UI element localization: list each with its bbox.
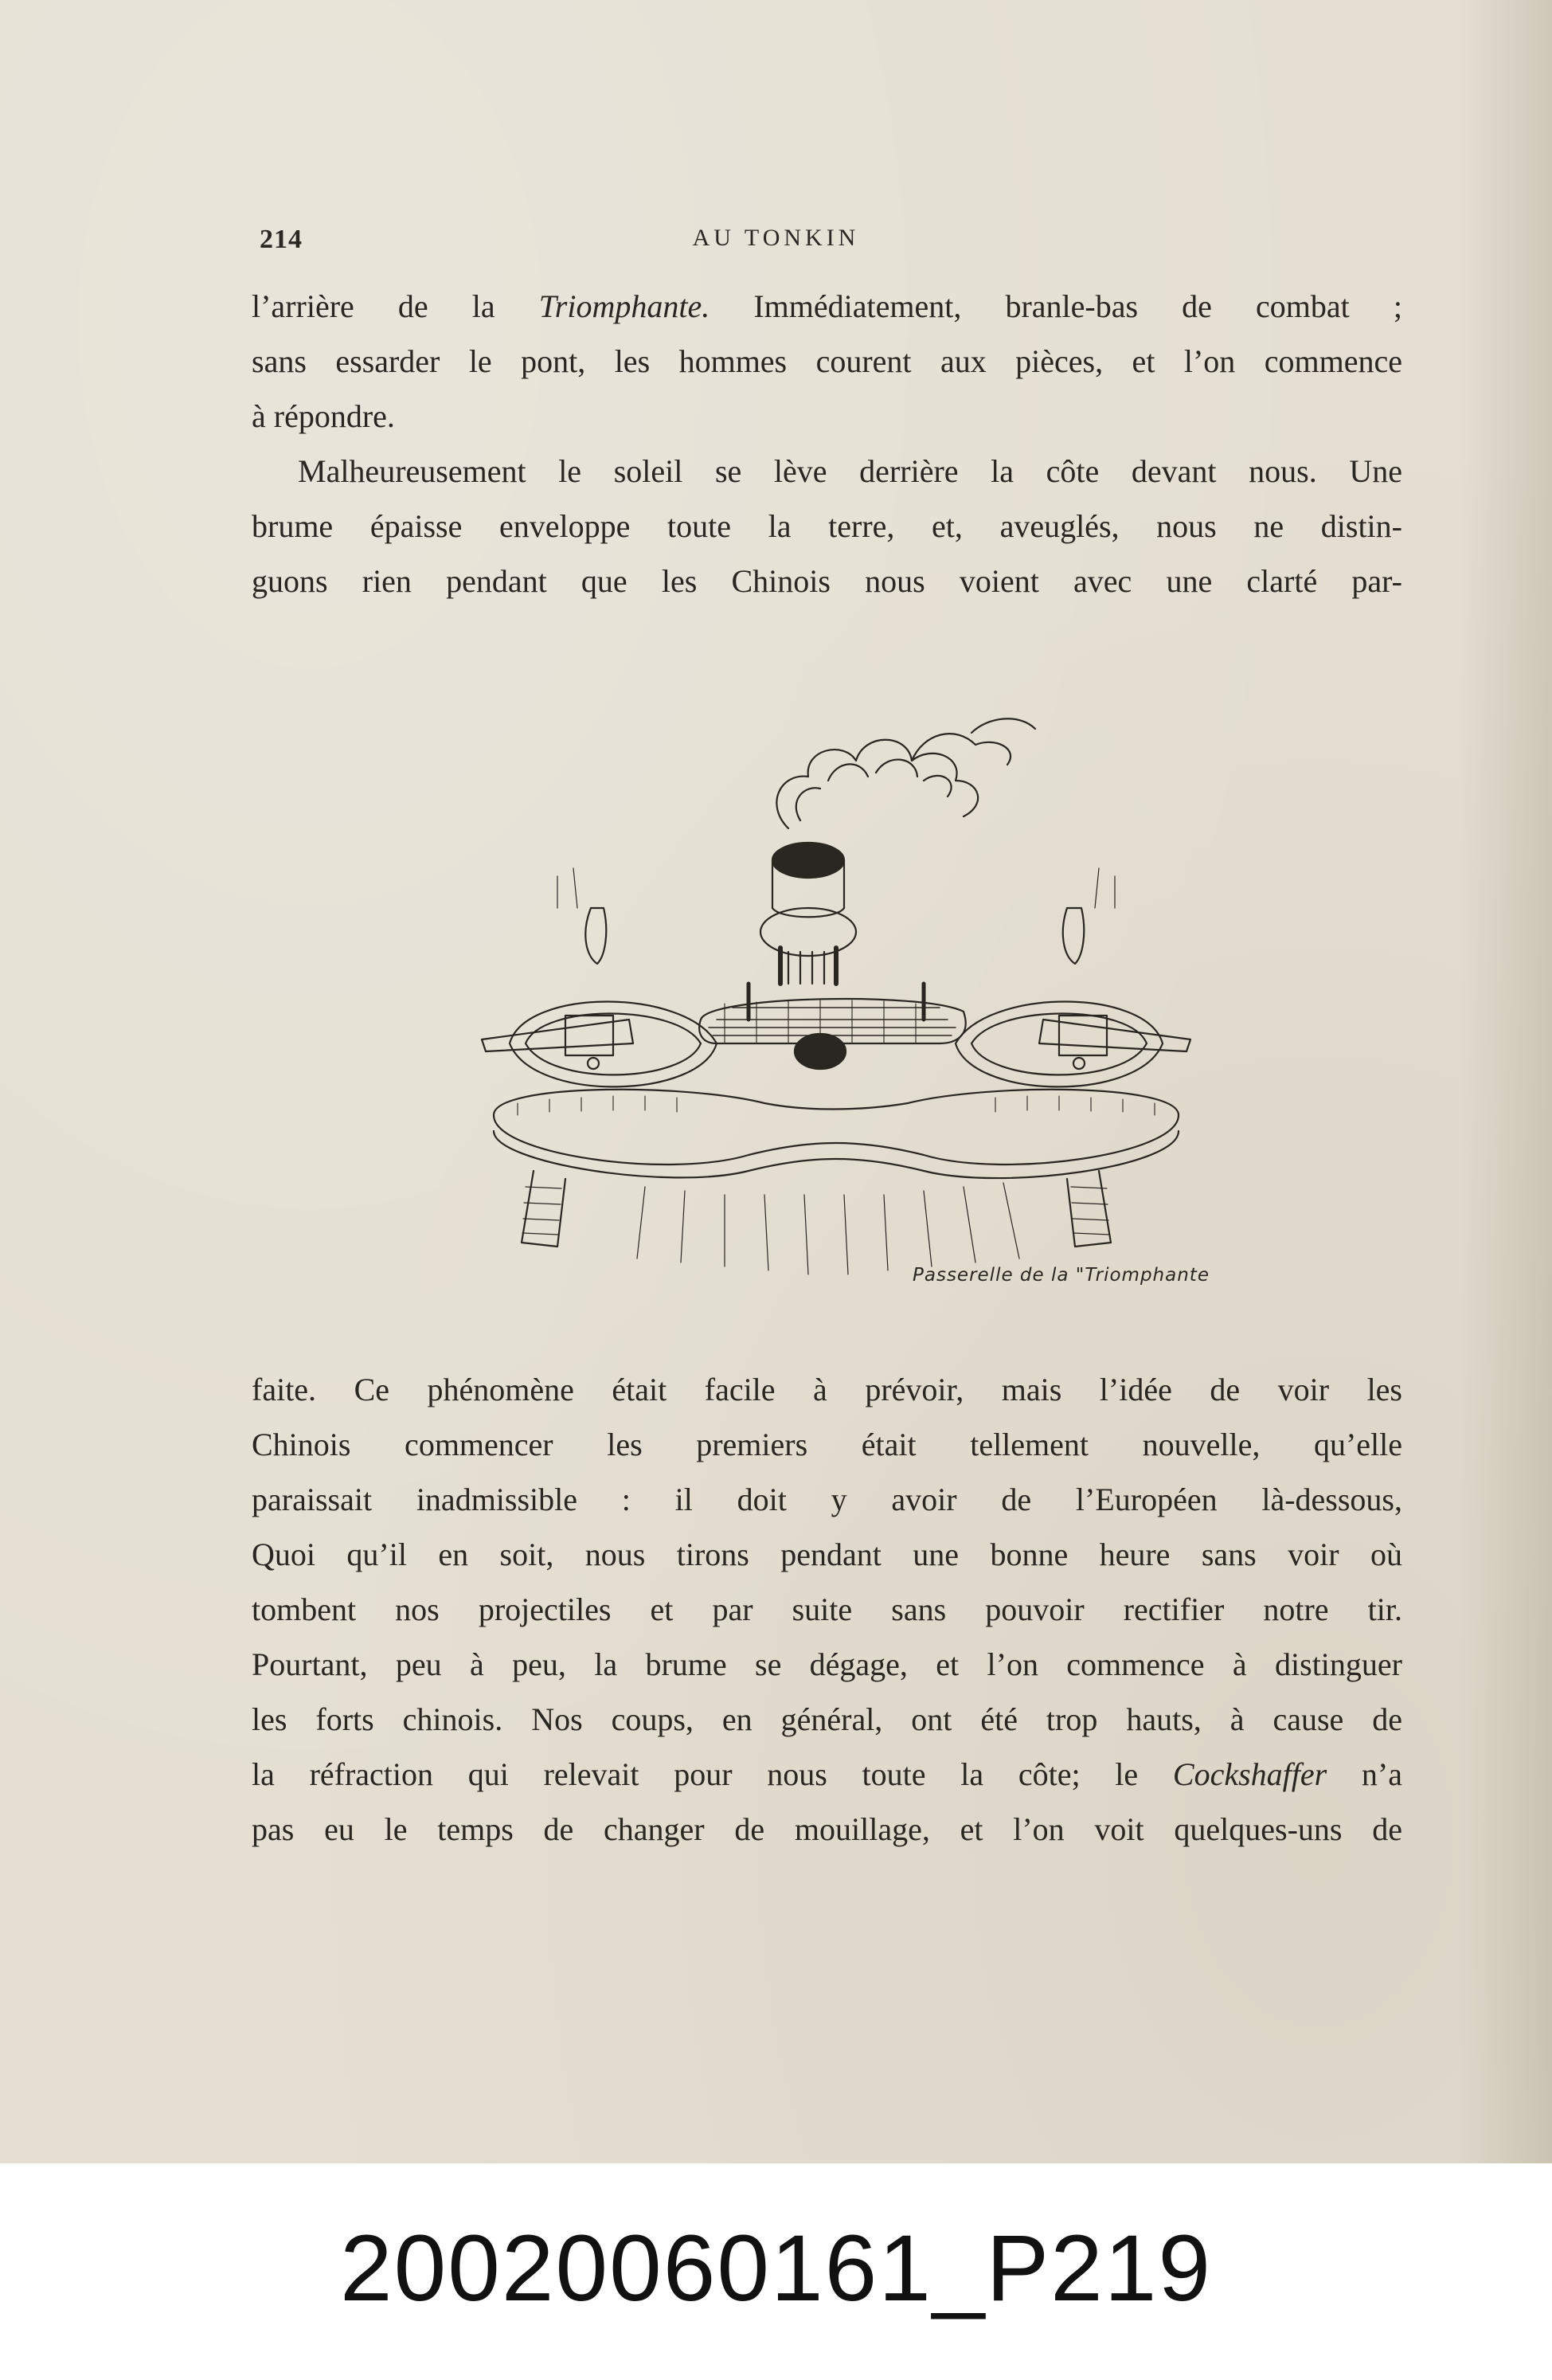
text-line: guons rien pendant que les Chinois nous voient avec une clarté par- (252, 563, 1402, 599)
text-line: Chinois commencer les premiers était tellement nouvelle, qu’elle (252, 1427, 1402, 1462)
running-title: AU TONKIN (692, 225, 860, 251)
text-line: brume épaisse enveloppe toute la terre, et, aveuglés, nous ne distin- (252, 508, 1402, 544)
text-line: Pourtant, peu à peu, la brume se dégage, et l’on commence à distinguer (252, 1646, 1402, 1682)
archive-identifier: 20020060161_P219 (339, 2216, 1213, 2321)
text-line: Malheureusement le soleil se lève derrière la côte devant nous. Une (298, 453, 1402, 489)
text-line: la réfraction qui relevait pour nous toute la côte; le Cockshaffer n’a (252, 1756, 1402, 1792)
text-line: paraissait inadmissible : il doit y avoir de l’Européen là-dessous, (252, 1482, 1402, 1517)
text-line: pas eu le temps de changer de mouillage, et l’on voit quelques-uns de (252, 1811, 1402, 1847)
ship-bridge-illustration (446, 669, 1250, 1330)
illustration-caption: Passerelle de la "Triomphante (913, 1265, 1210, 1286)
text-line: les forts chinois. Nos coups, en général, ont été trop hauts, à cause de (252, 1701, 1402, 1737)
text-line: tombent nos projectiles et par suite sans pouvoir rectifier notre tir. (252, 1591, 1402, 1627)
top-text-block (252, 279, 1402, 609)
text-line: faite. Ce phénomène était facile à prévoir, mais l’idée de voir les (252, 1372, 1402, 1407)
bottom-text-block (252, 1362, 1402, 1857)
text-line: sans essarder le pont, les hommes courent aux pièces, et l’on commence (252, 343, 1402, 379)
text-line: Quoi qu’il en soit, nous tirons pendant une bonne heure sans voir où (252, 1536, 1402, 1572)
page-number: 214 (260, 225, 303, 254)
text-line: l’arrière de la Triomphante. Immédiatement, branle-bas de combat ; (252, 288, 1403, 324)
text-line: à répondre. (252, 398, 395, 434)
